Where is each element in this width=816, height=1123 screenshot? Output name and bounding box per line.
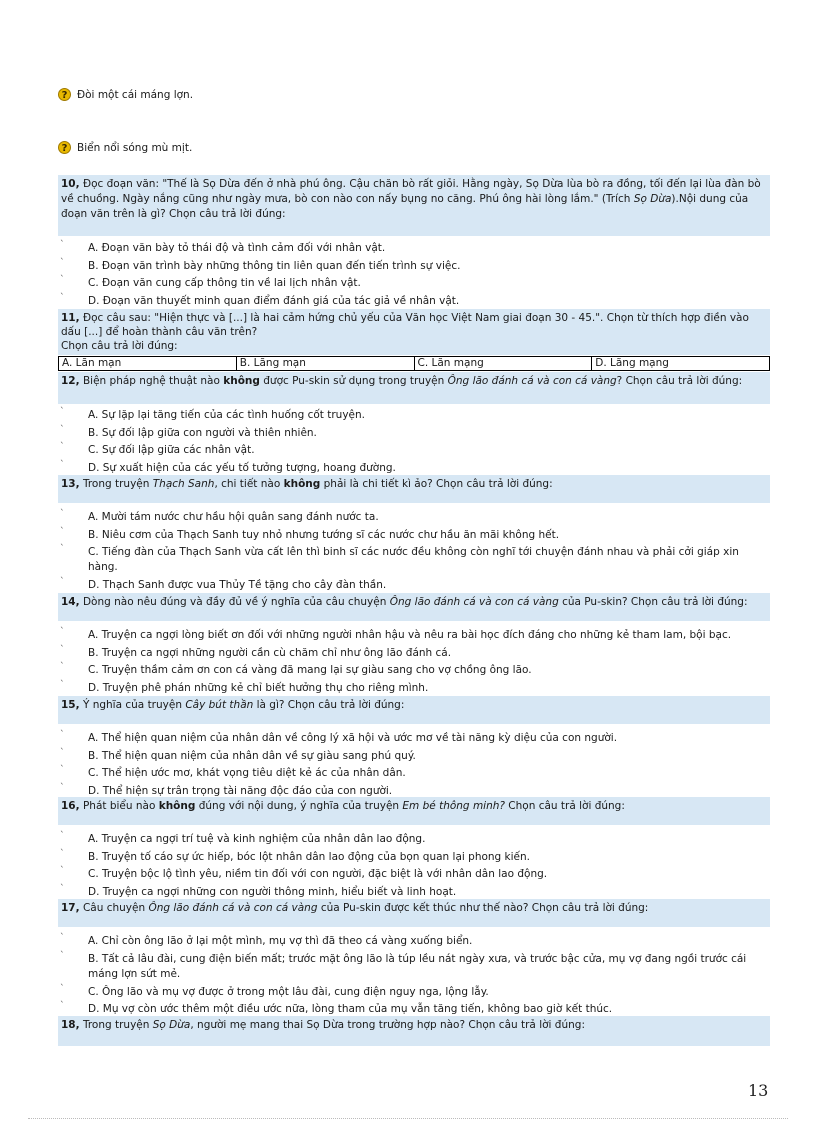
radio-mark-icon: ` <box>60 983 65 994</box>
radio-mark-icon: ` <box>60 240 65 250</box>
radio-mark-icon: ` <box>60 765 65 775</box>
answer-option[interactable]: ` B. Thể hiện quan niệm của nhân dân về sự giàu sang phú quý. <box>60 747 416 762</box>
radio-mark-icon: ` <box>60 627 65 637</box>
question-13 <box>58 475 770 595</box>
radio-mark-icon: ` <box>60 442 65 452</box>
answer-option[interactable]: ` D. Sự xuất hiện của các yếu tố tưởng tượng, hoang đường. <box>60 459 396 474</box>
question-number: 17, <box>61 902 80 914</box>
answer-option[interactable]: ` C. Tiếng đàn của Thạch Sanh vừa cất lên thì binh sĩ các nước đều không còn nghĩ tới chuyện đánh nhau và phải cởi giáp xin hàng. <box>60 544 739 573</box>
radio-mark-icon: ` <box>60 866 65 876</box>
answer-option[interactable]: ` B. Sự đối lập giữa con người và thiên nhiên. <box>60 424 317 439</box>
radio-mark-icon: ` <box>60 459 65 470</box>
answer-table <box>58 356 770 371</box>
option-text: Biển nổi sóng mù mịt. <box>77 141 193 154</box>
answer-option[interactable]: ` C. Đoạn văn cung cấp thông tin về lai lịch nhân vật. <box>60 275 361 289</box>
question-17 <box>58 899 770 1019</box>
answer-option[interactable]: ` C. Truyện thầm cảm ơn con cá vàng đã mang lại sự giàu sang cho vợ chồng ông lão. <box>60 662 532 676</box>
radio-mark-icon: ` <box>60 292 65 303</box>
answer-option[interactable]: ` C. Truyện bộc lộ tình yêu, niềm tin đối với con người, đặc biệt là với nhân dân lao động. <box>60 866 548 880</box>
answer-option[interactable]: ` A. Đoạn văn bày tỏ thái độ và tình cảm đối với nhân vật. <box>60 240 386 254</box>
question-number: 16, <box>61 800 80 812</box>
answer-option[interactable]: ` B. Tất cả lâu đài, cung điện biến mất; trước mặt ông lão là túp lều nát ngày xưa, và trước bậc cửa, mụ vợ đang ngồi trước cái máng lợn sứt mẻ. <box>60 950 747 980</box>
answer-option[interactable]: ` C. Ông lão và mụ vợ được ở trong một lâu đài, cung điện nguy nga, lộng lẫy. <box>60 983 489 998</box>
answer-cell[interactable]: C. Lãn mạng <box>414 357 592 371</box>
question-text: Đọc đoạn văn: "Thế là Sọ Dừa đến ở nhà phú ông. Cậu chăn bò rất giỏi. Hằng ngày, Sọ Dừa lùa bò ra đồng, tối đến lại lùa đàn bò về chuồng. Ngày nắng cũng như ngày mưa, bò con nào con nấy bụng no căng. Phú ông hài lòng lắm." (Trích <box>61 178 761 205</box>
question-10 <box>58 175 770 310</box>
answer-option[interactable]: ` D. Truyện ca ngợi những con người thông minh, hiểu biết và linh hoạt. <box>60 883 457 898</box>
radio-mark-icon: ` <box>60 662 65 672</box>
question-12 <box>58 372 770 477</box>
question-number: 11, <box>61 312 80 324</box>
answer-option[interactable]: ` D. Thể hiện sự trân trọng tài năng độc đáo của con người. <box>60 782 393 797</box>
answer-cell[interactable]: D. Lãng mạng <box>592 357 770 371</box>
radio-mark-icon: ` <box>60 526 65 537</box>
option-row[interactable] <box>58 88 193 101</box>
question-11 <box>58 309 770 355</box>
radio-mark-icon: ` <box>60 407 65 417</box>
radio-mark-icon: ` <box>60 644 65 655</box>
question-header <box>58 175 770 236</box>
answer-option[interactable]: ` D. Đoạn văn thuyết minh quan điểm đánh giá của tác giả về nhân vật. <box>60 292 460 307</box>
answer-option[interactable]: ` A. Truyện ca ngợi trí tuệ và kinh nghiệm của nhân dân lao động. <box>60 831 426 845</box>
radio-mark-icon: ` <box>60 257 65 268</box>
question-header: 16, Phát biểu nào không đúng với nội dung, ý nghĩa của truyện Em bé thông minh? Chọn câu trả lời đúng: <box>58 797 770 825</box>
question-number: 18, <box>61 1019 80 1031</box>
question-header: 12, Biện pháp nghệ thuật nào không được Pu-skin sử dụng trong truyện Ông lão đánh cá và con cá vàng? Chọn câu trả lời đúng: <box>58 372 770 404</box>
answer-option[interactable]: ` A. Truyện ca ngợi lòng biết ơn đối với những người nhân hậu và nêu ra bài học đích đáng cho những kẻ tham lam, bội bạc. <box>60 627 732 641</box>
answer-option[interactable]: ` A. Sự lặp lại tăng tiến của các tình huống cốt truyện. <box>60 407 365 421</box>
question-mark-icon: ? <box>58 141 71 154</box>
answer-cell[interactable]: B. Lãng mạn <box>236 357 414 371</box>
radio-mark-icon: ` <box>60 831 65 841</box>
question-15 <box>58 696 770 800</box>
answer-option[interactable]: ` D. Truyện phê phán những kẻ chỉ biết hưởng thụ cho riêng mình. <box>60 679 429 694</box>
radio-mark-icon: ` <box>60 848 65 859</box>
radio-mark-icon: ` <box>60 747 65 758</box>
question-text: ).Nội dung của đoạn văn trên là gì? Chọn câu trả lời đúng: <box>61 193 749 220</box>
question-mark-icon: ? <box>58 88 71 101</box>
question-number: 10, <box>61 178 80 190</box>
question-header: 13, Trong truyện Thạch Sanh, chi tiết nào không phải là chi tiết kì ảo? Chọn câu trả lời đúng: <box>58 475 770 503</box>
radio-mark-icon: ` <box>60 883 65 894</box>
question-number: 14, <box>61 596 80 608</box>
question-emphasis: Sọ Dừa <box>633 193 672 205</box>
radio-mark-icon: ` <box>60 577 65 587</box>
question-header <box>58 309 770 355</box>
radio-mark-icon: ` <box>60 933 65 943</box>
option-row[interactable] <box>58 141 192 154</box>
radio-mark-icon: ` <box>60 275 65 285</box>
answer-option[interactable]: ` B. Niêu cơm của Thạch Sanh tuy nhỏ nhưng tướng sĩ các nước chư hầu ăn mãi không hết. <box>60 526 560 541</box>
question-header: 14, Dòng nào nêu đúng và đầy đủ về ý nghĩa của câu chuyện Ông lão đánh cá và con cá vàng của Pu-skin? Chọn câu trả lời đúng: <box>58 593 770 621</box>
question-16 <box>58 797 770 901</box>
question-header: 18, Trong truyện Sọ Dừa, người mẹ mang thai Sọ Dừa trong trường hợp nào? Chọn câu trả lời đúng: <box>58 1016 770 1046</box>
question-number: 13, <box>61 478 80 490</box>
question-18 <box>58 1016 770 1046</box>
page-number: 13 <box>748 1081 769 1100</box>
footer-divider <box>28 1118 788 1119</box>
radio-mark-icon: ` <box>60 544 65 554</box>
question-text: Đọc câu sau: "Hiện thực và [...] là hai cảm hứng chủ yếu của Văn học Việt Nam giai đoạn 30 - 45.". Chọn từ thích hợp điền vào dấu [...] để hoàn thành câu văn trên? <box>61 312 749 338</box>
answer-option[interactable]: ` D. Thạch Sanh được vua Thủy Tề tặng cho cây đàn thần. <box>60 577 387 591</box>
question-number: 15, <box>61 699 80 711</box>
question-14 <box>58 593 770 697</box>
question-header: 17, Câu chuyện Ông lão đánh cá và con cá vàng của Pu-skin được kết thúc như thế nào? Chọn câu trả lời đúng: <box>58 899 770 927</box>
radio-mark-icon: ` <box>60 679 65 690</box>
question-prompt: Chọn câu trả lời đúng: <box>61 340 178 352</box>
answer-option[interactable]: ` B. Truyện tố cáo sự ức hiếp, bóc lột nhân dân lao động của bọn quan lại phong kiến. <box>60 848 531 863</box>
answer-option[interactable]: ` A. Thể hiện quan niệm của nhân dân về công lý xã hội và ước mơ về tài năng kỳ diệu của con người. <box>60 730 618 744</box>
radio-mark-icon: ` <box>60 730 65 740</box>
radio-mark-icon: ` <box>60 782 65 793</box>
radio-mark-icon: ` <box>60 1001 65 1011</box>
answer-option[interactable]: ` A. Mười tám nước chư hầu hội quân sang đánh nước ta. <box>60 509 379 523</box>
answer-cell[interactable]: A. Lãn mạn <box>59 357 237 371</box>
answer-option[interactable]: ` D. Mụ vợ còn ước thêm một điều ước nữa, lòng tham của mụ vẫn tăng tiến, không bao giờ kết thúc. <box>60 1001 613 1015</box>
answer-option[interactable]: ` C. Thể hiện ước mơ, khát vọng tiêu diệt kẻ ác của nhân dân. <box>60 765 406 779</box>
answer-option[interactable]: ` C. Sự đối lập giữa các nhân vật. <box>60 442 255 456</box>
answer-option[interactable]: ` B. Truyện ca ngợi những người cần cù chăm chỉ như ông lão đánh cá. <box>60 644 452 659</box>
radio-mark-icon: ` <box>60 424 65 435</box>
option-text: Đòi một cái máng lợn. <box>77 88 194 101</box>
question-number: 12, <box>61 375 80 387</box>
answer-option[interactable]: ` B. Đoạn văn trình bày những thông tin liên quan đến tiến trình sự việc. <box>60 257 461 272</box>
radio-mark-icon: ` <box>60 950 65 961</box>
radio-mark-icon: ` <box>60 509 65 519</box>
answer-option[interactable]: ` A. Chỉ còn ông lão ở lại một mình, mụ vợ thì đã theo cá vàng xuống biển. <box>60 933 473 947</box>
question-header: 15, Ý nghĩa của truyện Cây bút thần là gì? Chọn câu trả lời đúng: <box>58 696 770 724</box>
